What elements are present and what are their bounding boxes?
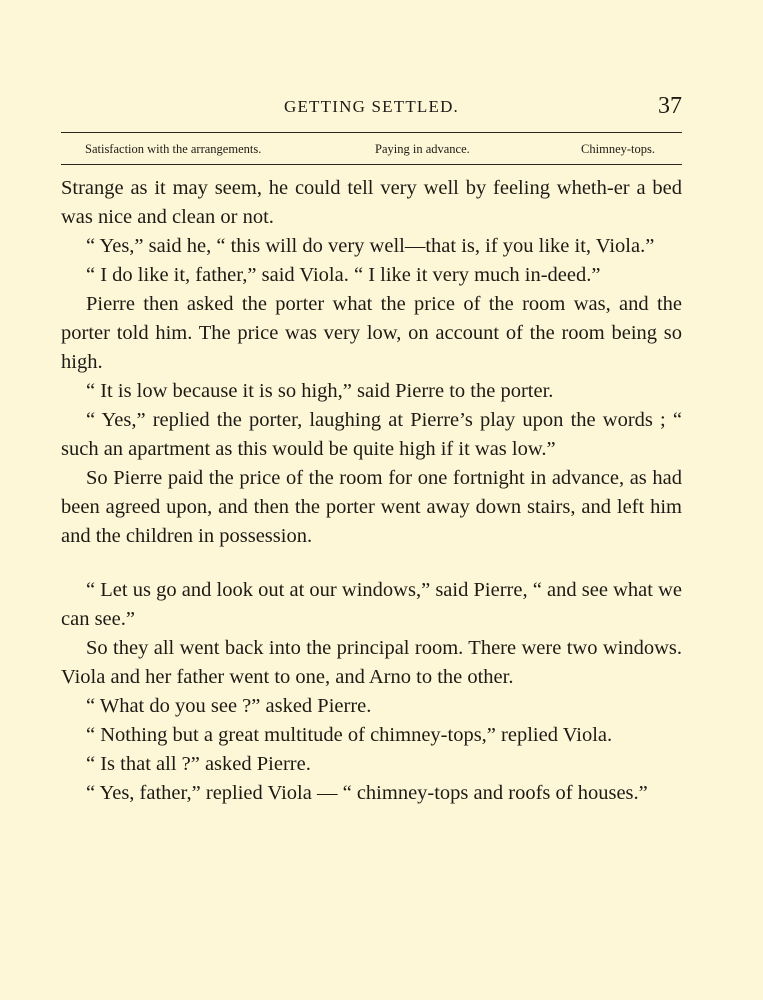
summary-item: Satisfaction with the arrangements. — [85, 142, 262, 156]
body-text — [61, 174, 682, 808]
paragraph: “ Yes,” said he, “ this will do very well—that is, if you like it, Viola.” — [86, 235, 655, 257]
paragraph: “ Yes,” replied the porter, laughing at Pierre’s play upon the words ; “ such an apartment as this would be quite high if it was low.” — [61, 409, 682, 460]
paragraph: So Pierre paid the price of the room for one fortnight in advance, as had been agreed upon, and then the porter went away down stairs, and left him and the children in possession. — [61, 467, 682, 547]
paragraph: “ Yes, father,” replied Viola — “ chimney-tops and roofs of houses.” — [86, 782, 648, 804]
chapter-summary — [85, 142, 655, 160]
paragraph: So they all went back into the principal room. There were two windows. Viola and her father went to one, and Arno to the other. — [61, 637, 682, 688]
summary-item: Chimney-tops. — [581, 142, 655, 156]
header-rule — [61, 132, 682, 133]
paragraph: “ It is low because it is so high,” said Pierre to the porter. — [86, 380, 554, 402]
paragraph: Strange as it may seem, he could tell very well by feeling wheth-er a bed was nice and clean or not. — [61, 177, 682, 228]
paragraph: “ I do like it, father,” said Viola. “ I like it very much in-deed.” — [86, 264, 601, 286]
paragraph: “ What do you see ?” asked Pierre. — [86, 695, 372, 717]
paragraph: “ Nothing but a great multitude of chimney-tops,” replied Viola. — [86, 724, 613, 746]
page-number: 37 — [658, 93, 682, 119]
running-title: GETTING SETTLED. — [284, 97, 459, 116]
paragraph: “ Is that all ?” asked Pierre. — [86, 753, 311, 775]
summary-rule — [61, 164, 682, 165]
paragraph: Pierre then asked the porter what the price of the room was, and the porter told him. The price was very low, on account of the room being so high. — [61, 293, 682, 373]
paragraph: “ Let us go and look out at our windows,” said Pierre, “ and see what we can see.” — [61, 579, 682, 630]
summary-item: Paying in advance. — [375, 142, 470, 156]
running-head — [61, 93, 682, 119]
